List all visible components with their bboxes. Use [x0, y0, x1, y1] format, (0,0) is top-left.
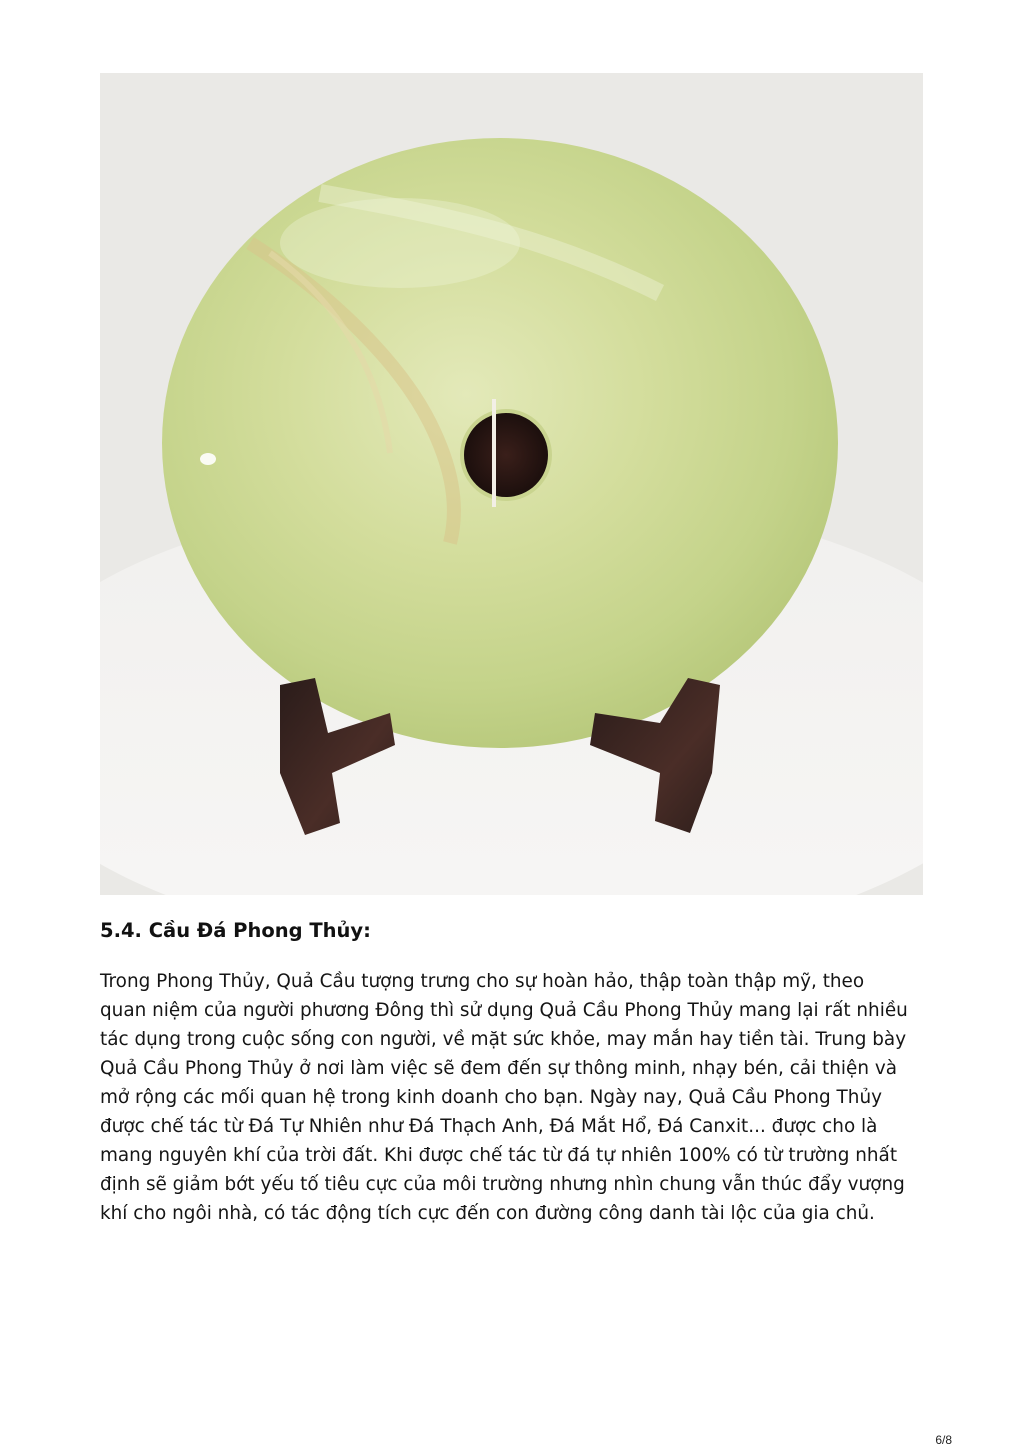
paragraph-line: mở rộng các mối quan hệ trong kinh doanh cho bạn. Ngày nay, Quả Cầu Phong Thủy: [100, 1087, 882, 1108]
stand-pin: [492, 399, 496, 507]
section-paragraph: [100, 967, 924, 1228]
paragraph-line: Quả Cầu Phong Thủy ở nơi làm việc sẽ đem đến sự thông minh, nhạy bén, cải thiện và: [100, 1058, 897, 1079]
paragraph-line: tác dụng trong cuộc sống con người, về mặt sức khỏe, may mắn hay tiền tài. Trung bày: [100, 1029, 907, 1050]
paragraph-line: quan niệm của người phương Đông thì sử dụng Quả Cầu Phong Thủy mang lại rất nhiều: [100, 1000, 908, 1021]
paragraph-line: khí cho ngôi nhà, có tác động tích cực đến con đường công danh tài lộc của gia chủ.: [100, 1203, 875, 1224]
jade-disc-illustration: [100, 73, 923, 895]
paragraph-line: định sẽ giảm bớt yếu tố tiêu cực của môi trường nhưng nhìn chung vẫn thúc đẩy vượng: [100, 1174, 905, 1195]
paragraph-line: mang nguyên khí của trời đất. Khi được chế tác từ đá tự nhiên 100% có từ trường nhất: [100, 1145, 898, 1166]
jade-gloss: [280, 198, 520, 288]
jade-glint: [200, 453, 216, 465]
paragraph-line: được chế tác từ Đá Tự Nhiên như Đá Thạch Anh, Đá Mắt Hổ, Đá Canxit... được cho là: [100, 1116, 878, 1137]
page-number: 6/8: [935, 1433, 952, 1447]
paragraph-line: Trong Phong Thủy, Quả Cầu tượng trưng cho sự hoàn hảo, thập toàn thập mỹ, theo: [100, 971, 865, 992]
jade-disc-photo: [100, 73, 923, 895]
section-heading: 5.4. Cầu Đá Phong Thủy:: [100, 919, 371, 942]
disc-hole: [464, 413, 548, 497]
